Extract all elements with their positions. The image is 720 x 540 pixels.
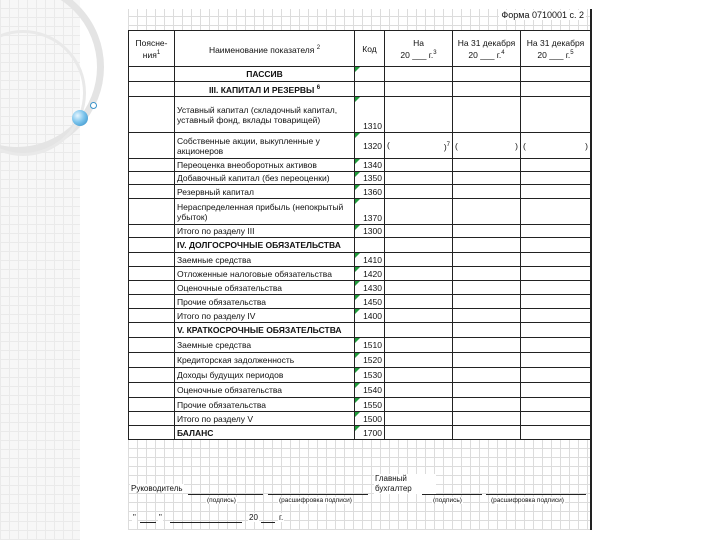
row-name: Прочие обязательства <box>175 295 355 309</box>
table-row <box>129 368 591 383</box>
total-row <box>129 225 591 238</box>
date-quote-close: " <box>159 513 162 522</box>
row-code: 1450 <box>355 295 385 309</box>
header-row <box>129 31 591 67</box>
total-3-code: 1300 <box>355 225 385 238</box>
section-4-title: IV. ДОЛГОСРОЧНЫЕ ОБЯЗАТЕЛЬСТВА <box>175 238 355 253</box>
balance-name: БАЛАНС <box>175 426 355 440</box>
form-code: Форма 0710001 с. 2 <box>501 10 584 20</box>
row-code: 1550 <box>355 398 385 412</box>
bullet-ring-icon <box>90 102 97 109</box>
table-row <box>129 353 591 368</box>
row-code: 1430 <box>355 281 385 295</box>
header-period-3: На 31 декабря 20 ___ г.$^5$ <box>521 31 591 67</box>
row-code: 1420 <box>355 267 385 281</box>
header-code: Код <box>355 31 385 67</box>
row-code: 1340 <box>355 159 385 172</box>
row-value-p3: ( ) <box>521 133 591 159</box>
table-row <box>129 398 591 412</box>
total-5-code: 1500 <box>355 412 385 426</box>
section-5-row <box>129 323 591 338</box>
total-row <box>129 309 591 323</box>
section-3-title: III. КАПИТАЛ И РЕЗЕРВЫ $^6$ <box>175 82 355 97</box>
row-value-p2: ( ) <box>453 133 521 159</box>
balance-sheet-document <box>128 9 592 530</box>
row-name: Нераспределенная прибыль (непокрытый убыток) <box>175 199 355 225</box>
table-row <box>129 172 591 185</box>
section-5-title: V. КРАТКОСРОЧНЫЕ ОБЯЗАТЕЛЬСТВА <box>175 323 355 338</box>
chief-signature-caption: (подпись) <box>433 497 462 504</box>
date-quote-open: " <box>133 513 136 522</box>
row-name: Заемные средства <box>175 253 355 267</box>
row-name: Прочие обязательства <box>175 398 355 412</box>
date-year-prefix: 20 <box>249 513 258 522</box>
row-code: 1360 <box>355 185 385 199</box>
table-row <box>129 253 591 267</box>
row-code: 1320 <box>355 133 385 159</box>
table-row <box>129 199 591 225</box>
row-name: Оценочные обязательства <box>175 281 355 295</box>
row-code: 1510 <box>355 338 385 353</box>
section-passiv-title: ПАССИВ <box>175 67 355 82</box>
total-row <box>129 412 591 426</box>
table-row <box>129 338 591 353</box>
head-decode-caption: (расшифровка подписи) <box>279 497 352 504</box>
row-code: 1350 <box>355 172 385 185</box>
row-code: 1310 <box>355 97 385 133</box>
head-signature-caption: (подпись) <box>207 497 236 504</box>
header-note: Поясне-ния$^1$ <box>129 31 175 67</box>
section-4-row <box>129 238 591 253</box>
row-code: 1530 <box>355 368 385 383</box>
row-name: Переоценка внеоборотных активов <box>175 159 355 172</box>
row-name: Кредиторская задолженность <box>175 353 355 368</box>
balance-row <box>129 426 591 440</box>
row-name: Доходы будущих периодов <box>175 368 355 383</box>
table-row <box>129 281 591 295</box>
section-passiv-row <box>129 67 591 82</box>
header-name: Наименование показателя $^2$ <box>175 31 355 67</box>
section-3-row <box>129 82 591 97</box>
header-period-1: На 20 ___ г.$^3$ <box>385 31 453 67</box>
chief-accountant-label: Главный бухгалтер <box>374 474 436 494</box>
table-row <box>129 267 591 281</box>
table-row <box>129 159 591 172</box>
row-name: Уставный капитал (складочный капитал, уставный фонд, вклады товарищей) <box>175 97 355 133</box>
row-name: Добавочный капитал (без переоценки) <box>175 172 355 185</box>
total-4-code: 1400 <box>355 309 385 323</box>
row-name: Собственные акции, выкупленные у акционеров <box>175 133 355 159</box>
row-code: 1410 <box>355 253 385 267</box>
date-year-suffix: г. <box>279 513 284 522</box>
table-row <box>129 295 591 309</box>
head-label: Руководитель <box>131 484 183 493</box>
table-row <box>129 133 591 159</box>
row-code: 1520 <box>355 353 385 368</box>
balance-code: 1700 <box>355 426 385 440</box>
row-name: Отложенные налоговые обязательства <box>175 267 355 281</box>
total-5-name: Итого по разделу V <box>175 412 355 426</box>
row-code: 1370 <box>355 199 385 225</box>
bullet-orb-icon <box>72 110 88 126</box>
row-name: Заемные средства <box>175 338 355 353</box>
passiv-table <box>128 30 591 440</box>
table-row <box>129 97 591 133</box>
signature-footer <box>128 460 590 530</box>
row-name: Резервный капитал <box>175 185 355 199</box>
row-value-p1: ( )$^7$ <box>385 133 453 159</box>
chief-decode-caption: (расшифровка подписи) <box>491 497 564 504</box>
total-4-name: Итого по разделу IV <box>175 309 355 323</box>
table-row <box>129 383 591 398</box>
total-3-name: Итого по разделу III <box>175 225 355 238</box>
row-name: Оценочные обязательства <box>175 383 355 398</box>
row-code: 1540 <box>355 383 385 398</box>
header-period-2: На 31 декабря 20 ___ г.$^4$ <box>453 31 521 67</box>
table-row <box>129 185 591 199</box>
